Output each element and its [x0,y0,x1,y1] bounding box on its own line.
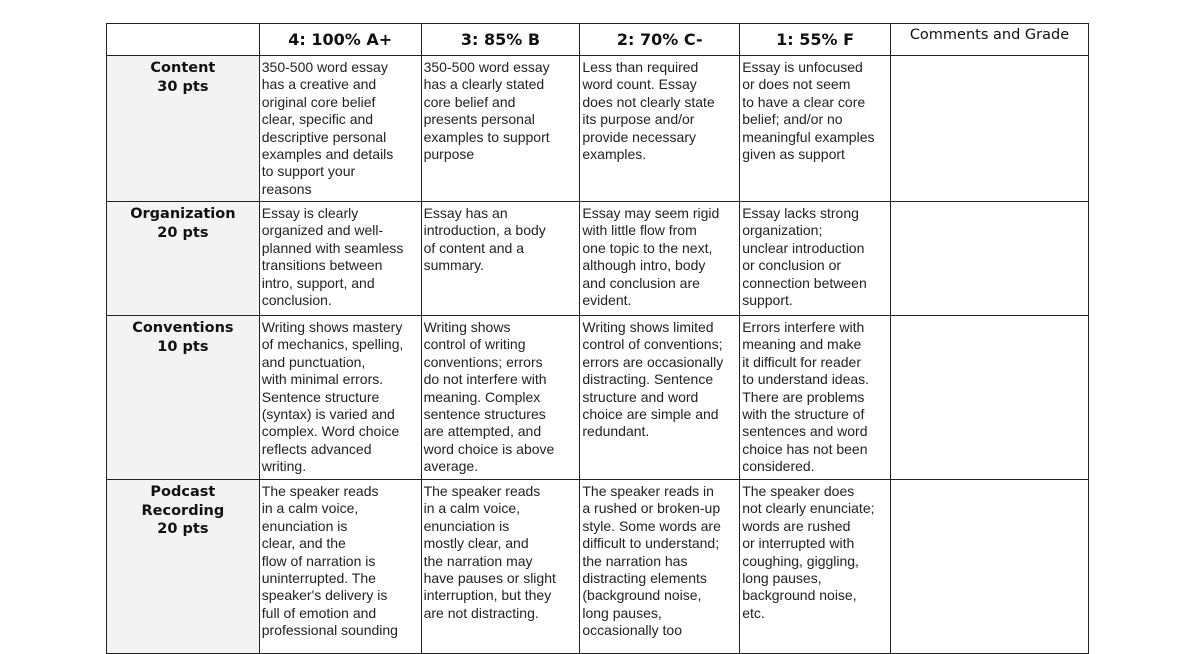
criterion-name: Podcast [150,484,216,500]
comments-cell[interactable] [890,56,1088,202]
descriptor-cell-level-3: The speaker reads in a calm voice, enunciation is mostly clear, and the narration may have pauses or slight interruption, but they are not distracting. [421,480,580,654]
criterion-points: 20 pts [157,224,209,241]
criterion-cell [107,316,260,480]
criterion-points: 10 pts [157,338,209,355]
criterion-points: 20 pts [157,521,209,537]
header-comments-and-grade: Comments and Grade [890,24,1088,56]
table-row-content [107,56,1089,202]
criterion-name-line2: Recording [141,502,225,519]
descriptor-cell-level-2: Less than required word count. Essay does not clearly state its purpose and/or provide necessary examples. [580,56,740,202]
header-level-4: 4: 100% A+ [259,24,421,56]
criterion-points: 30 pts [157,78,209,95]
descriptor-cell-level-2: The speaker reads in a rushed or broken-up style. Some words are difficult to understand; the narration has distracting elements (background noise, long pauses, occasionally too [580,480,740,654]
table-row-organization [107,202,1089,316]
descriptor-cell-level-1: Essay lacks strong organization; unclear introduction or conclusion or connection between support. [740,202,891,316]
descriptor-cell-level-4: Writing shows mastery of mechanics, spelling, and punctuation, with minimal errors. Sentence structure (syntax) is varied and complex. Word choice reflects advanced writing. [259,316,421,480]
rubric-table [106,23,1089,654]
comments-cell[interactable] [890,316,1088,480]
table-row-conventions [107,316,1089,480]
descriptor-cell-level-1: Essay is unfocused or does not seem to have a clear core belief; and/or no meaningful examples given as support [740,56,891,202]
descriptor-cell-level-1: The speaker does not clearly enunciate; words are rushed or interrupted with coughing, giggling, long pauses, background noise, etc. [740,480,891,654]
descriptor-cell-level-4: Essay is clearly organized and well- planned with seamless transitions between intro, support, and conclusion. [259,202,421,316]
header-row [107,24,1089,56]
descriptor-cell-level-2: Essay may seem rigid with little flow from one topic to the next, although intro, body and conclusion are evident. [580,202,740,316]
header-level-3: 3: 85% B [421,24,580,56]
header-level-2: 2: 70% C- [580,24,740,56]
criterion-cell [107,202,260,316]
descriptor-cell-level-3: 350-500 word essay has a clearly stated core belief and presents personal examples to support purpose [421,56,580,202]
criterion-cell [107,56,260,202]
descriptor-cell-level-4: 350-500 word essay has a creative and original core belief clear, specific and descriptive personal examples and details to support your reasons [259,56,421,202]
criterion-name: Organization [130,206,236,222]
descriptor-cell-level-4: The speaker reads in a calm voice, enunciation is clear, and the flow of narration is uninterrupted. The speaker's delivery is full of emotion and professional sounding [259,480,421,654]
header-blank-cell [107,24,260,56]
table-row-podcast-recording [107,480,1089,654]
descriptor-cell-level-2: Writing shows limited control of conventions; errors are occasionally distracting. Sentence structure and word choice are simple and redundant. [580,316,740,480]
header-level-1: 1: 55% F [740,24,891,56]
descriptor-cell-level-3: Essay has an introduction, a body of content and a summary. [421,202,580,316]
comments-cell[interactable] [890,480,1088,654]
criterion-cell [107,480,260,654]
criterion-name: Content [150,60,216,76]
descriptor-cell-level-3: Writing shows control of writing conventions; errors do not interfere with meaning. Complex sentence structures are attempted, and word choice is above average. [421,316,580,480]
comments-cell[interactable] [890,202,1088,316]
descriptor-cell-level-1: Errors interfere with meaning and make it difficult for reader to understand ideas. There are problems with the structure of sentences and word choice has not been considered. [740,316,891,480]
criterion-name: Conventions [132,320,234,336]
